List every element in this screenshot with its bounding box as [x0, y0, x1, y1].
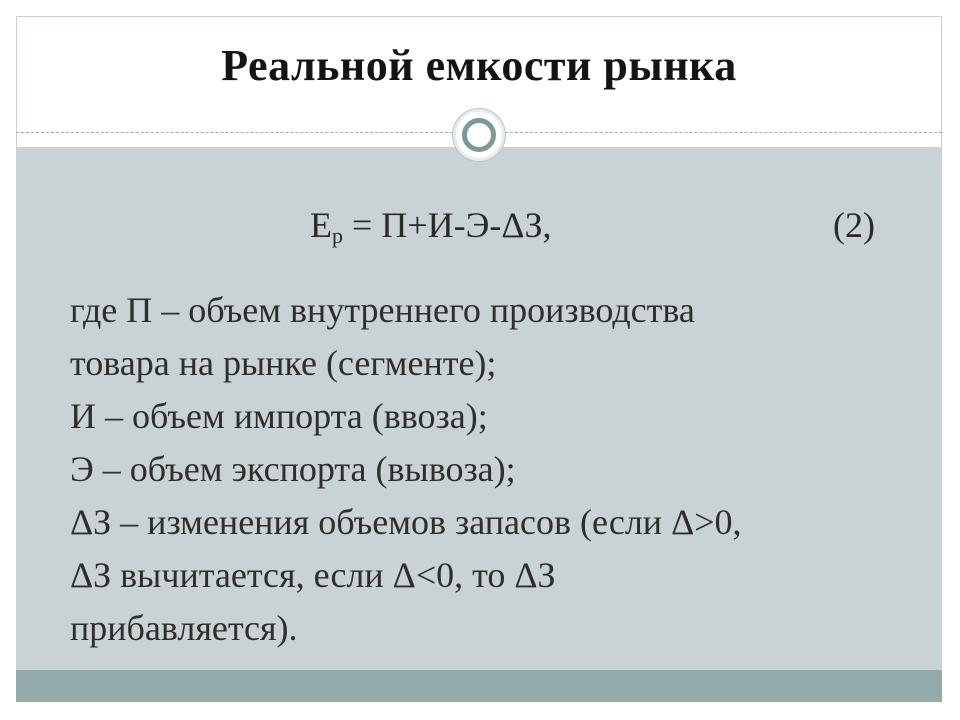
footer-band [16, 670, 942, 702]
definition-line: где П – объем внутреннего производства [70, 290, 695, 330]
definition-line: Э – объем экспорта (вывоза); [70, 449, 516, 489]
definition-line: прибавляется). [70, 608, 298, 648]
definition-line: товара на рынке (сегменте); [70, 343, 497, 383]
definitions-text [70, 284, 920, 655]
definition-line: ΔЗ вычитается, если Δ<0, то ΔЗ [70, 555, 556, 595]
formula [310, 204, 552, 249]
formula-rhs: = П+И-Э-ΔЗ, [343, 205, 552, 245]
formula-subscript: р [332, 223, 343, 248]
definition-line: И – объем импорта (ввоза); [70, 396, 488, 436]
formula-base: E [310, 205, 332, 245]
ring-icon [453, 109, 505, 161]
definition-line: ΔЗ – изменения объемов запасов (если Δ>0, [70, 502, 742, 542]
slide-title: Реальной емкости рынка [221, 41, 737, 90]
equation-number: (2) [833, 205, 875, 245]
